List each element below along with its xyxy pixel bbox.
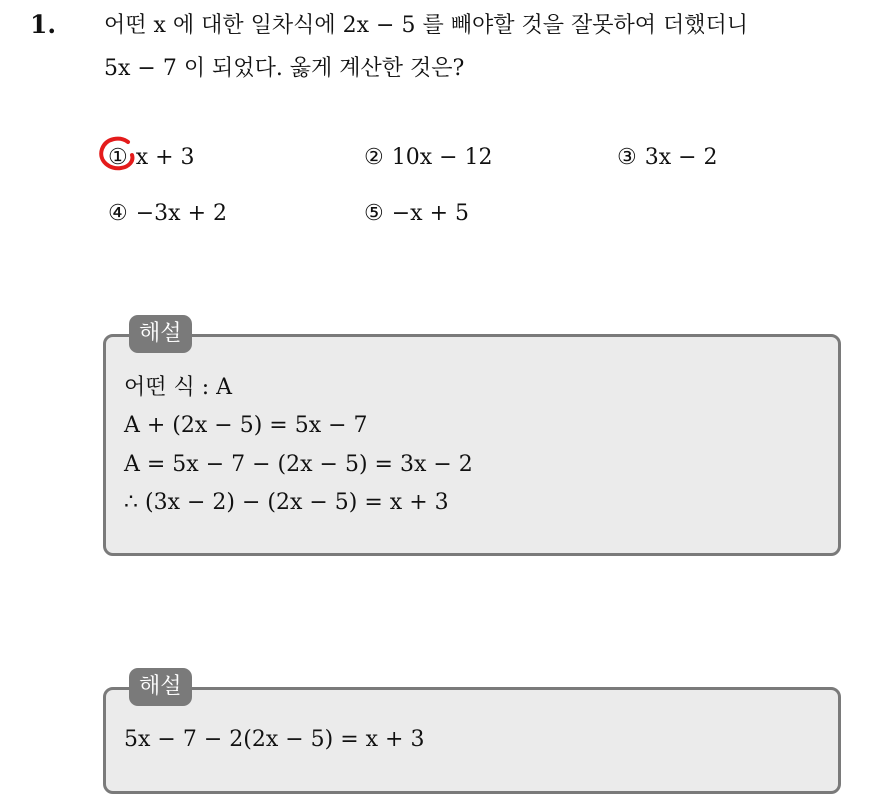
solution-1-line-2: A + (2x − 5) = 5x − 7 (124, 413, 368, 438)
choice-text: −x + 5 (391, 201, 469, 226)
choice-4[interactable] (108, 199, 227, 229)
choice-number: ④ (108, 201, 128, 226)
choice-number: ③ (617, 145, 637, 170)
solution-label-2: 해설 (129, 668, 192, 706)
solution-box-1 (103, 334, 841, 556)
choice-5[interactable] (364, 199, 469, 229)
solution-1-line-1: 어떤 식 : A (124, 375, 233, 400)
question-text-line-2: 5x − 7 이 되었다. 옳게 계산한 것은? (104, 56, 465, 81)
choice-number: ② (364, 145, 384, 170)
choice-text: x + 3 (135, 145, 195, 170)
question-number: 1. (30, 10, 57, 39)
choice-number: ① (108, 145, 128, 170)
choice-text: 10x − 12 (391, 145, 493, 170)
solution-2-line-1: 5x − 7 − 2(2x − 5) = x + 3 (124, 727, 425, 752)
solution-1-line-3: A = 5x − 7 − (2x − 5) = 3x − 2 (124, 452, 473, 477)
choice-2[interactable] (364, 143, 493, 173)
choice-3[interactable] (617, 143, 718, 173)
choice-1[interactable] (108, 143, 195, 173)
choice-text: −3x + 2 (135, 201, 227, 226)
choice-number: ⑤ (364, 201, 384, 226)
solution-label-1: 해설 (129, 315, 192, 353)
question-text-line-1: 어떤 x 에 대한 일차식에 2x − 5 를 빼야할 것을 잘못하여 더했더니 (104, 13, 748, 38)
choice-text: 3x − 2 (644, 145, 718, 170)
solution-1-line-4: ∴ (3x − 2) − (2x − 5) = x + 3 (124, 490, 449, 515)
